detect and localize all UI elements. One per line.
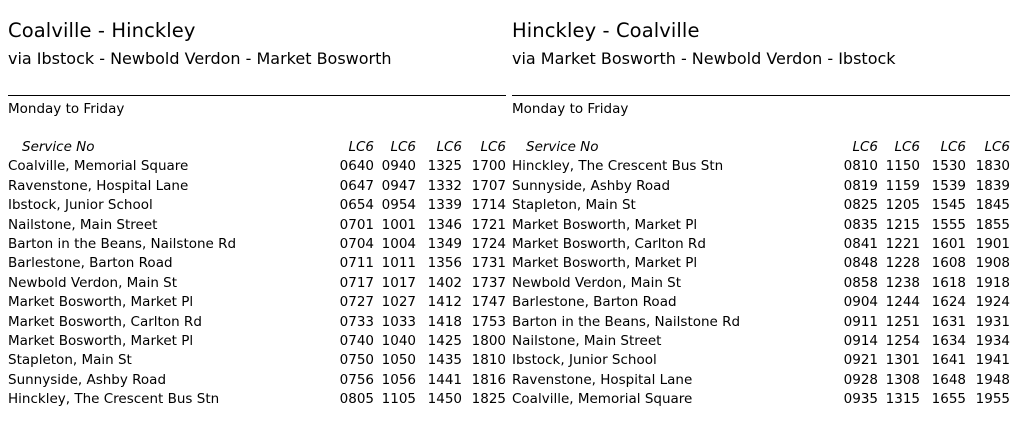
departure-time: 0704: [339, 235, 374, 252]
departure-time: 0911: [843, 313, 878, 330]
departure-time: 1033: [381, 313, 416, 330]
departure-time: 1349: [427, 235, 462, 252]
stop-name: Sunnyside, Ashby Road: [8, 371, 167, 388]
timetable-row: [8, 217, 506, 236]
departure-time: 1810: [471, 352, 506, 369]
departure-time: 1941: [975, 352, 1010, 369]
departure-time: 1325: [427, 158, 462, 175]
departure-time: 1707: [471, 177, 506, 194]
timetable-row: [8, 314, 506, 333]
stop-name: Market Bosworth, Market Pl: [8, 332, 194, 349]
stop-name: Market Bosworth, Market Pl: [512, 255, 698, 272]
departure-time: 1641: [931, 352, 966, 369]
timetable-route-via: via Ibstock - Newbold Verdon - Market Bosworth: [8, 49, 392, 68]
stop-name: Coalville, Memorial Square: [8, 158, 189, 175]
divider: [512, 95, 1010, 96]
departure-time: 1050: [381, 352, 416, 369]
stop-name: Market Bosworth, Carlton Rd: [512, 235, 706, 252]
departure-time: 1634: [931, 332, 966, 349]
timetable-row: [512, 178, 1010, 197]
departure-time: 1539: [931, 177, 966, 194]
service-no-label: Service No: [526, 139, 599, 155]
departure-time: 1631: [931, 313, 966, 330]
timetable-row: [512, 255, 1010, 274]
operating-days: Monday to Friday: [8, 101, 125, 117]
departure-time: 1254: [885, 332, 920, 349]
departure-time: 1011: [381, 255, 416, 272]
service-number: LC6: [984, 139, 1010, 155]
stop-name: Hinckley, The Crescent Bus Stn: [8, 391, 220, 408]
departure-time: 0717: [339, 274, 374, 291]
departure-time: 0810: [843, 158, 878, 175]
departure-time: 0835: [843, 216, 878, 233]
departure-time: 1830: [975, 158, 1010, 175]
stop-name: Newbold Verdon, Main St: [512, 274, 682, 291]
service-number: LC6: [940, 139, 966, 155]
timetable-row: [8, 178, 506, 197]
stop-name: Barlestone, Barton Road: [512, 294, 677, 311]
departure-time: 1918: [975, 274, 1010, 291]
stop-name: Stapleton, Main St: [8, 352, 132, 369]
departure-time: 1205: [885, 197, 920, 214]
departure-time: 1105: [381, 391, 416, 408]
stop-name: Barton in the Beans, Nailstone Rd: [8, 235, 237, 252]
timetable-title: Hinckley - Coalville: [512, 19, 700, 42]
service-number: LC6: [348, 139, 374, 155]
departure-time: 1339: [427, 197, 462, 214]
departure-time: 1027: [381, 294, 416, 311]
departure-time: 1412: [427, 294, 462, 311]
service-number: LC6: [852, 139, 878, 155]
departure-time: 1244: [885, 294, 920, 311]
departure-time: 1301: [885, 352, 920, 369]
departure-time: 1800: [471, 332, 506, 349]
stop-name: Barlestone, Barton Road: [8, 255, 173, 272]
departure-time: 0819: [843, 177, 878, 194]
timetable-row: [512, 333, 1010, 352]
departure-time: 0954: [381, 197, 416, 214]
stop-name: Coalville, Memorial Square: [512, 391, 693, 408]
departure-time: 0733: [339, 313, 374, 330]
timetable-row: [8, 158, 506, 177]
departure-time: 1648: [931, 371, 966, 388]
departure-time: 1435: [427, 352, 462, 369]
departure-time: 1001: [381, 216, 416, 233]
departure-time: 1308: [885, 371, 920, 388]
departure-time: 1845: [975, 197, 1010, 214]
stop-name: Barton in the Beans, Nailstone Rd: [512, 313, 741, 330]
departure-time: 1901: [975, 235, 1010, 252]
departure-time: 1737: [471, 274, 506, 291]
stop-name: Hinckley, The Crescent Bus Stn: [512, 158, 724, 175]
departure-time: 1056: [381, 371, 416, 388]
service-number: LC6: [390, 139, 416, 155]
departure-time: 0904: [843, 294, 878, 311]
timetable-grid: [512, 139, 1010, 410]
timetable-row: [512, 236, 1010, 255]
departure-time: 1450: [427, 391, 462, 408]
timetable-row: [8, 391, 506, 410]
timetable-row: [8, 236, 506, 255]
stop-name: Market Bosworth, Market Pl: [8, 294, 194, 311]
departure-time: 0825: [843, 197, 878, 214]
service-no-label: Service No: [22, 139, 95, 155]
stop-name: Market Bosworth, Carlton Rd: [8, 313, 202, 330]
departure-time: 0805: [339, 391, 374, 408]
timetable-row: [8, 197, 506, 216]
service-number: LC6: [894, 139, 920, 155]
departure-time: 1934: [975, 332, 1010, 349]
timetable-row: [512, 197, 1010, 216]
operating-days: Monday to Friday: [512, 101, 629, 117]
timetable-row: [8, 294, 506, 313]
departure-time: 0750: [339, 352, 374, 369]
service-header-row: [8, 139, 506, 158]
departure-time: 1356: [427, 255, 462, 272]
departure-time: 1346: [427, 216, 462, 233]
departure-time: 1721: [471, 216, 506, 233]
departure-time: 1150: [885, 158, 920, 175]
stop-name: Newbold Verdon, Main St: [8, 274, 178, 291]
service-number: LC6: [436, 139, 462, 155]
departure-time: 0640: [339, 158, 374, 175]
stop-name: Ibstock, Junior School: [512, 352, 657, 369]
stop-name: Nailstone, Main Street: [8, 216, 158, 233]
departure-time: 1530: [931, 158, 966, 175]
timetable-row: [512, 352, 1010, 371]
departure-time: 1747: [471, 294, 506, 311]
departure-time: 1238: [885, 274, 920, 291]
departure-time: 1159: [885, 177, 920, 194]
departure-time: 1655: [931, 391, 966, 408]
stop-name: Sunnyside, Ashby Road: [512, 177, 671, 194]
stop-name: Ibstock, Junior School: [8, 197, 153, 214]
departure-time: 1418: [427, 313, 462, 330]
departure-time: 1441: [427, 371, 462, 388]
departure-time: 1731: [471, 255, 506, 272]
departure-time: 1948: [975, 371, 1010, 388]
timetable-row: [512, 314, 1010, 333]
departure-time: 0914: [843, 332, 878, 349]
divider: [8, 95, 506, 96]
departure-time: 0841: [843, 235, 878, 252]
departure-time: 1931: [975, 313, 1010, 330]
timetable-row: [512, 158, 1010, 177]
departure-time: 1955: [975, 391, 1010, 408]
timetable-route-via: via Market Bosworth - Newbold Verdon - Ibstock: [512, 49, 896, 68]
departure-time: 1251: [885, 313, 920, 330]
departure-time: 1221: [885, 235, 920, 252]
departure-time: 1924: [975, 294, 1010, 311]
timetable-row: [512, 391, 1010, 410]
departure-time: 0711: [339, 255, 374, 272]
departure-time: 0654: [339, 197, 374, 214]
departure-time: 1040: [381, 332, 416, 349]
timetable-row: [512, 217, 1010, 236]
departure-time: 1608: [931, 255, 966, 272]
departure-time: 0647: [339, 177, 374, 194]
departure-time: 1908: [975, 255, 1010, 272]
departure-time: 0858: [843, 274, 878, 291]
departure-time: 1753: [471, 313, 506, 330]
departure-time: 1624: [931, 294, 966, 311]
timetable-row: [8, 275, 506, 294]
departure-time: 0701: [339, 216, 374, 233]
departure-time: 1839: [975, 177, 1010, 194]
timetable-title: Coalville - Hinckley: [8, 19, 196, 42]
departure-time: 1215: [885, 216, 920, 233]
stop-name: Ravenstone, Hospital Lane: [8, 177, 189, 194]
departure-time: 1545: [931, 197, 966, 214]
departure-time: 1315: [885, 391, 920, 408]
departure-time: 1425: [427, 332, 462, 349]
departure-time: 1855: [975, 216, 1010, 233]
timetable-row: [512, 294, 1010, 313]
departure-time: 0935: [843, 391, 878, 408]
service-number: LC6: [480, 139, 506, 155]
departure-time: 0756: [339, 371, 374, 388]
departure-time: 0740: [339, 332, 374, 349]
stop-name: Market Bosworth, Market Pl: [512, 216, 698, 233]
stop-name: Ravenstone, Hospital Lane: [512, 371, 693, 388]
departure-time: 1555: [931, 216, 966, 233]
departure-time: 1228: [885, 255, 920, 272]
timetable-row: [8, 372, 506, 391]
departure-time: 0921: [843, 352, 878, 369]
departure-time: 1816: [471, 371, 506, 388]
departure-time: 0928: [843, 371, 878, 388]
service-header-row: [512, 139, 1010, 158]
departure-time: 1714: [471, 197, 506, 214]
departure-time: 1332: [427, 177, 462, 194]
timetable-row: [512, 275, 1010, 294]
departure-time: 0947: [381, 177, 416, 194]
departure-time: 1402: [427, 274, 462, 291]
timetable-row: [512, 372, 1010, 391]
departure-time: 1601: [931, 235, 966, 252]
departure-time: 1724: [471, 235, 506, 252]
departure-time: 1004: [381, 235, 416, 252]
departure-time: 0940: [381, 158, 416, 175]
departure-time: 1825: [471, 391, 506, 408]
stop-name: Stapleton, Main St: [512, 197, 636, 214]
departure-time: 1700: [471, 158, 506, 175]
departure-time: 0727: [339, 294, 374, 311]
timetable-row: [8, 255, 506, 274]
timetable-grid: [8, 139, 506, 410]
departure-time: 0848: [843, 255, 878, 272]
stop-name: Nailstone, Main Street: [512, 332, 662, 349]
timetable-row: [8, 333, 506, 352]
departure-time: 1618: [931, 274, 966, 291]
timetable-row: [8, 352, 506, 371]
departure-time: 1017: [381, 274, 416, 291]
